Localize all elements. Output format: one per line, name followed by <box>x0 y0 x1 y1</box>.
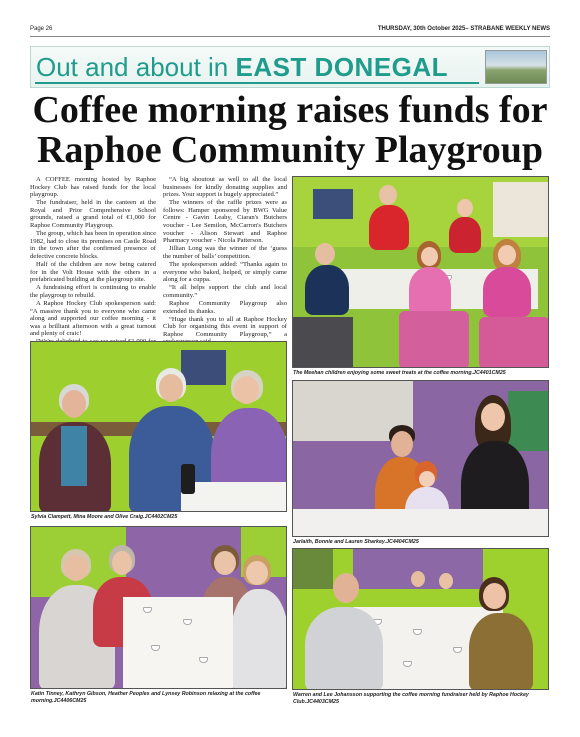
photo-meehan-children <box>292 176 549 368</box>
photo-caption: The Meehan children enjoying some sweet treats at the coffee morning.JC4401CM25 <box>293 370 506 376</box>
paragraph: Jillian Long was the winner of the ‘guess the number of balls’ competition. <box>163 245 287 260</box>
photo-caption: Katin Tinney, Kathryn Gibson, Heather Peoples and Lynsey Robinson relaxing at the coffee morning.JC4406CM25 <box>31 691 261 704</box>
photo-clampett-moore-craig <box>30 341 287 512</box>
paragraph: The spokesperson added: “Thanks again to everyone who baked, helped, or simply came along for a cuppa. <box>163 261 287 284</box>
banner-underline <box>35 82 479 84</box>
paragraph: The winners of the raffle prizes were as follows: Hamper sponsored by BWG Value Centre - Gavin Leahy, Ciaran's Butchers voucher - Lee Semilon, McCarron's Butchers voucher - Alison Stewart and Raphoe Pharmacy voucher - Nicola Patterson. <box>163 199 287 245</box>
photo-warren-lee-johansson <box>292 548 549 690</box>
paragraph: A COFFEE morning hosted by Raphoe Hockey Club has raised funds for the local playgroup. <box>30 176 156 199</box>
photo-caption: Sylvia Clampett, Mina Moore and Olive Craig.JC4402CM25 <box>31 514 178 520</box>
page-header <box>30 26 550 36</box>
paragraph: “Huge thank you to all at Raphoe Hockey Club for organising this event in support of Raphoe Community Playgroup,” a <box>163 315 287 338</box>
paragraph: “A big shoutout as well to all the local businesses for kindly donating supplies and prizes. Your support is hugely appreciated.” <box>163 176 287 199</box>
photo-tinney-gibson-peoples-robinson <box>30 526 287 689</box>
paragraph: A Raphoe Hockey Club spokesperson said: “A massive thank you to everyone who came along and supported our coffee morning - it was a brilliant afternoon with a great turnout and plenty of craic! <box>30 300 156 338</box>
article-headline: Coffee morning raises funds for Raphoe Community Playgroup <box>32 89 548 171</box>
photo-caption: Jarlaith, Bonnie and Lauren Sharkey.JC4404CM25 <box>293 539 419 545</box>
photo-sharkey-family <box>292 380 549 537</box>
section-title-part1: Out and about in <box>36 52 236 82</box>
paragraph: Half of the children are now being catered for in the Volt House with the others in a prefabricated building at the playgroup site. <box>30 261 156 284</box>
header-rule <box>30 36 550 37</box>
section-title <box>36 50 448 84</box>
paragraph: The fundraiser, held in the canteen at the Royal and Prior Comprehensive School grounds, raised a grand total of €1,000 for Raphoe Community Playgroup. <box>30 199 156 230</box>
section-title-part2: EAST DONEGAL <box>235 52 449 82</box>
photo-caption: Warren and Lee Johansson supporting the coffee morning fundraiser held by Raphoe Hockey Club.JC4403CM25 <box>293 692 529 705</box>
page-number: Page 26 <box>30 26 53 32</box>
section-banner <box>30 46 550 88</box>
article-column-1 <box>30 176 156 354</box>
landscape-thumbnail <box>485 50 547 84</box>
paragraph: Raphoe Community Playgroup also extended its thanks. <box>163 300 287 315</box>
paragraph: The group, which has been in operation since 1982, had to close its premises on Castle Road in the town after the confirmed presence of defective concrete blocks. <box>30 230 156 260</box>
paragraph: “It all helps support the club and local community.” <box>163 284 287 299</box>
paragraph: A fundraising effort is continuing to enable the playgroup to rebuild. <box>30 284 156 299</box>
publication-date-line: THURSDAY, 30th October 2025– STRABANE WEEKLY NEWS <box>377 26 550 32</box>
